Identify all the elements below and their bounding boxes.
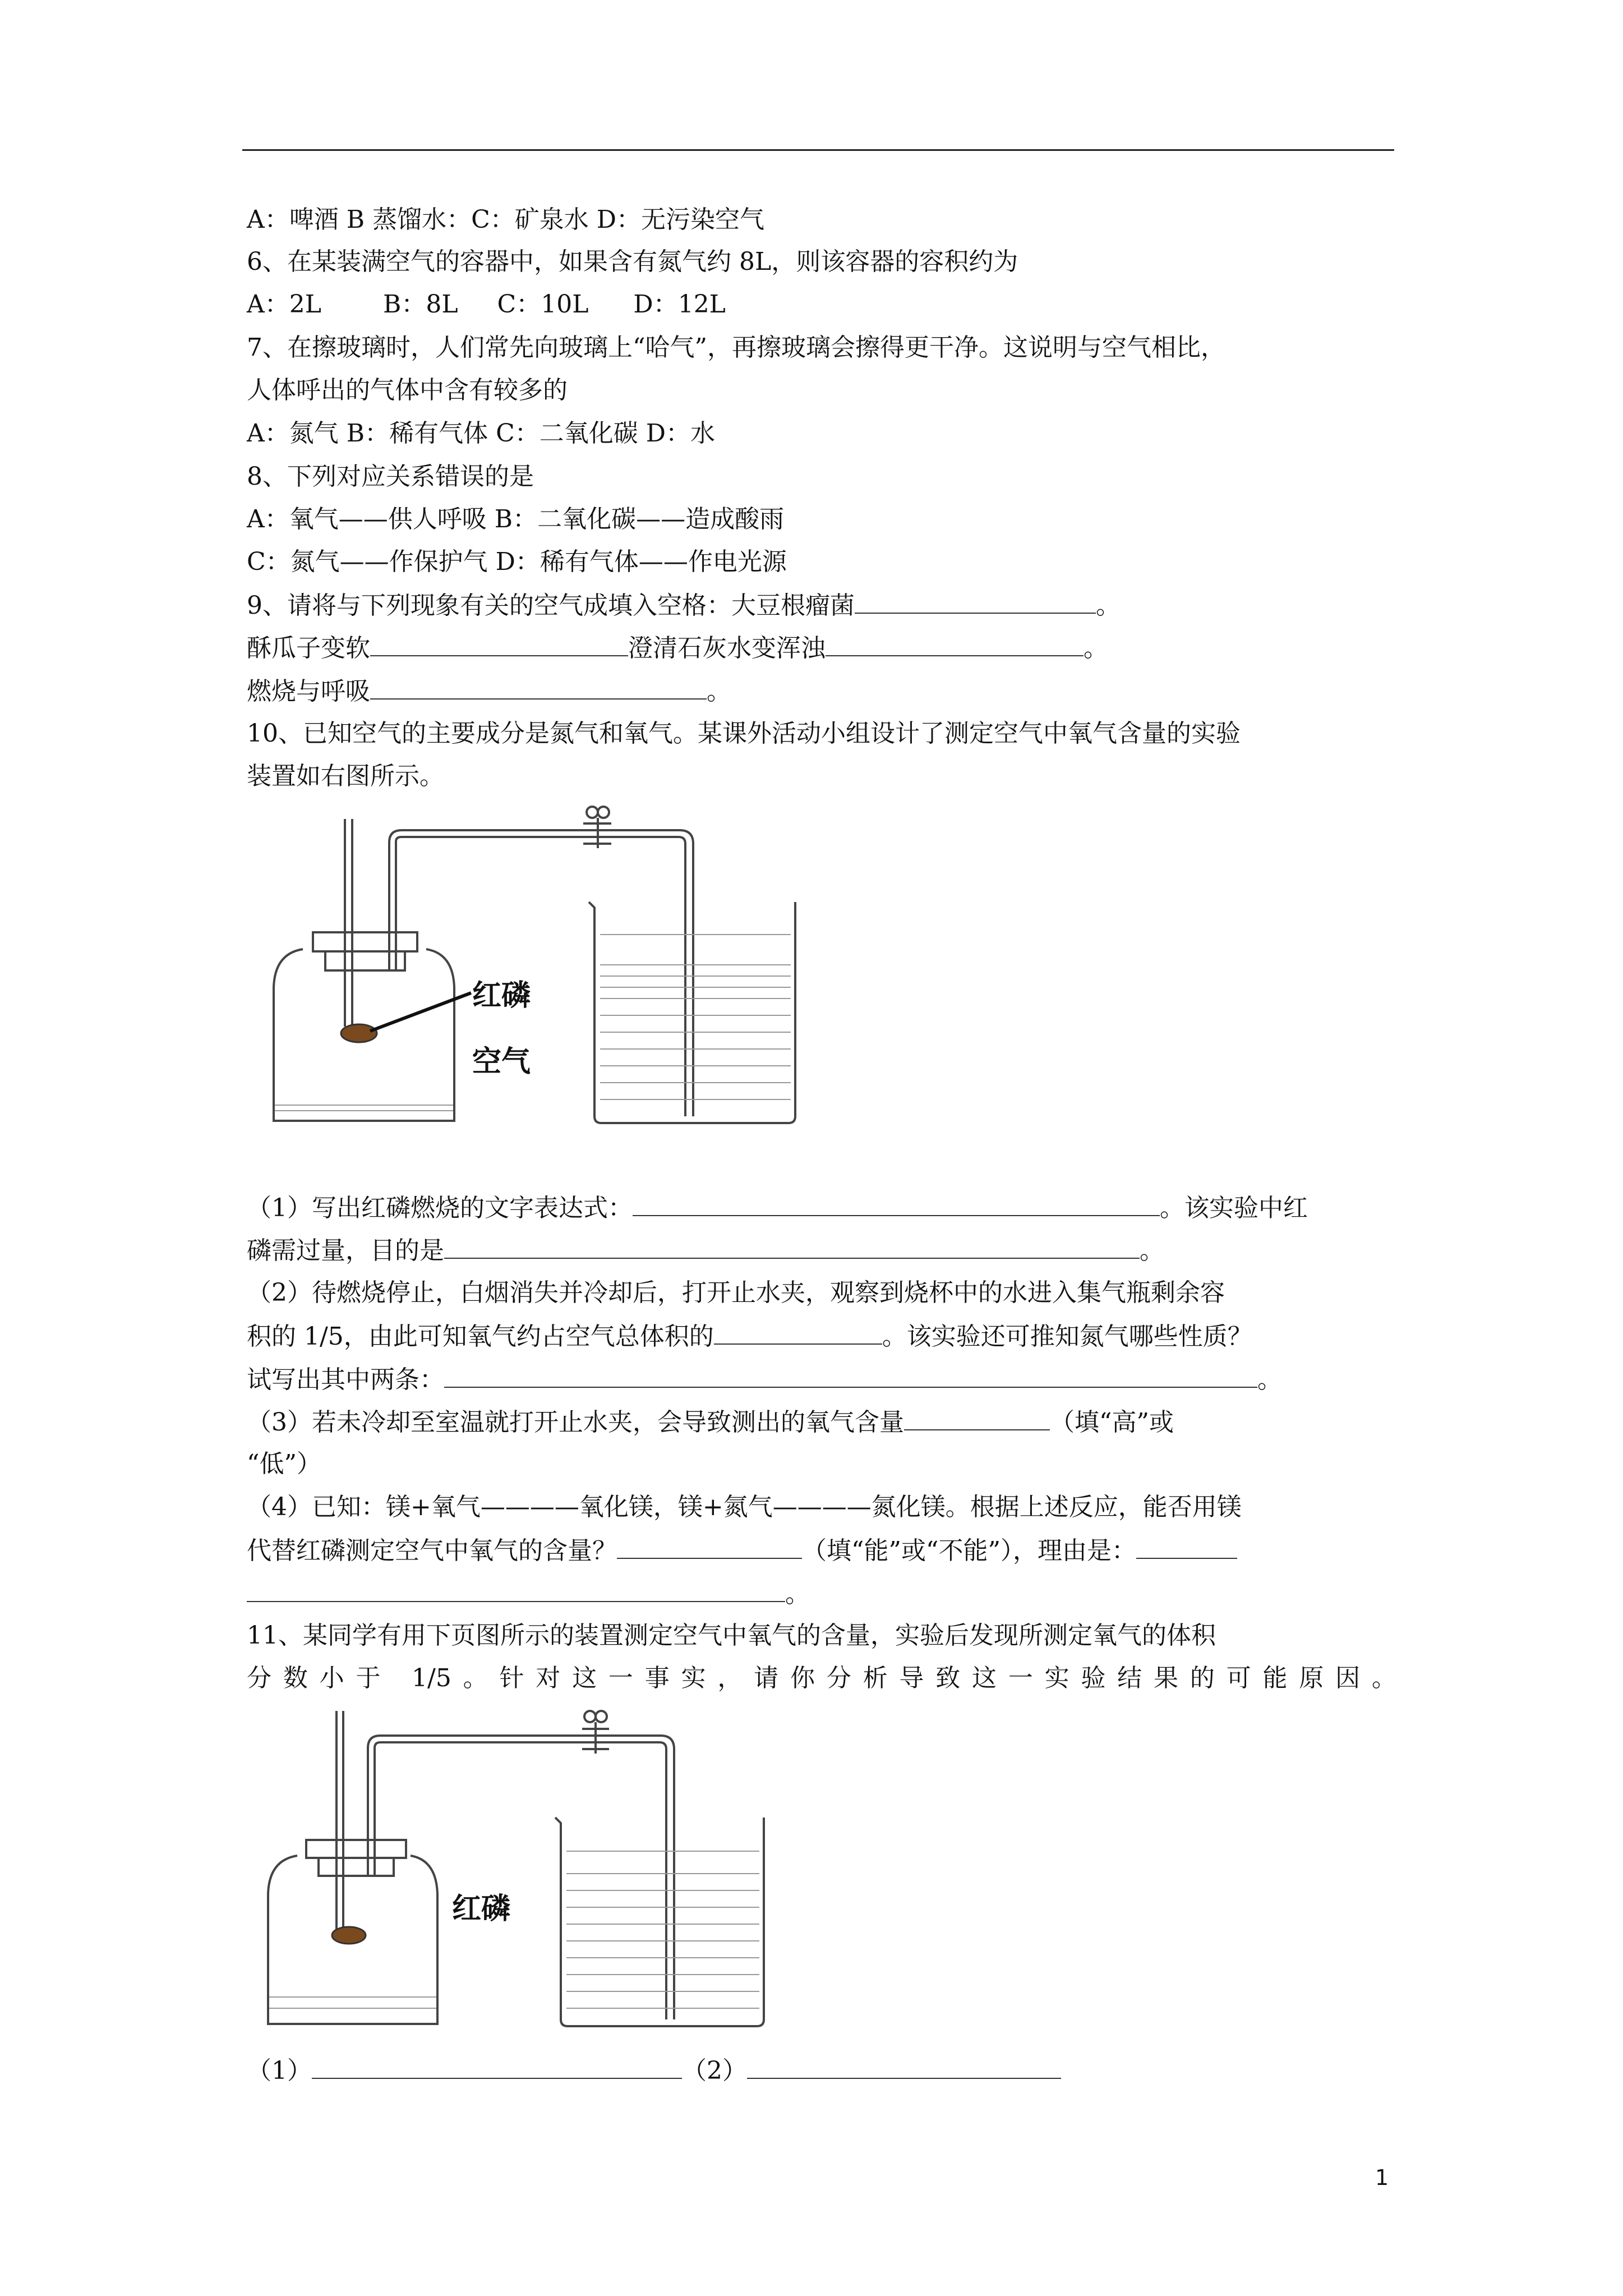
q10-p1-line1 [247,1190,1308,1225]
q10-blank-2[interactable] [444,1233,1140,1259]
red-phosphorus [332,1927,366,1944]
q9-blank-1[interactable] [855,588,1096,614]
q9-item2: 酥瓜子变软 [247,634,370,662]
q11-blank-2[interactable] [747,2053,1061,2079]
q10-p2-d: 试写出其中两条： [247,1365,444,1394]
bottle-neck [319,1858,394,1876]
q10-p2-line2 [247,1319,1252,1354]
q9-item3: 澄清石灰水变浑浊 [628,634,826,662]
q6-stem: 6、在某装满空气的容器中，如果含有氮气约 8L，则该容器的容积约为 [247,247,1018,276]
q10-blank-5[interactable] [904,1405,1050,1430]
glass-tube [375,1742,666,2019]
q11-answers [247,2053,1061,2088]
q10-p4-line3 [247,1576,810,1611]
q9-blank-4[interactable] [370,674,707,700]
q10-p1-c: 磷需过量，目的是 [247,1236,444,1265]
q9-line2 [247,631,1108,665]
q6-option-a: A：2L [247,290,321,319]
q10-p2-b: 积的 1/5，由此可知氧气约占空气总体积的 [247,1322,714,1351]
q10-apparatus-figure [264,802,802,1128]
q10-blank-3[interactable] [714,1319,882,1345]
bottle-stopper [306,1840,406,1858]
q9-end1: 。 [1096,591,1121,620]
q7-stem-line2: 人体呼出的气体中含有较多的 [247,376,568,404]
q10-p2-line1: （2）待燃烧停止，白烟消失并冷却后，打开止水夹，观察到烧杯中的水进入集气瓶剩余容 [247,1278,1225,1307]
q11-apparatus-figure [252,1705,780,2031]
q9-item4: 燃烧与呼吸 [247,677,370,706]
q11-a1-label: （1） [247,2056,312,2085]
q10-blank-1[interactable] [633,1190,1160,1216]
q10-stem-line1: 10、已知空气的主要成分是氮气和氧气。某课外活动小组设计了测定空气中氧气含量的实验 [247,719,1241,748]
q9-line3 [247,674,731,708]
q10-p1-b: 。该实验中红 [1160,1194,1308,1222]
q8-options-line1: A：氧气——供人呼吸 B：二氧化碳——造成酸雨 [247,505,785,533]
q8-stem: 8、下列对应关系错误的是 [247,462,534,491]
q10-p4-line1: （4）已知：镁+氧气————氧化镁，镁+氮气————氮化镁。根据上述反应，能否用镁 [247,1493,1242,1521]
q10-p1-d: 。 [1140,1236,1164,1265]
q10-p2-line3 [247,1362,1282,1397]
q11-stem-line1: 11、某同学有用下页图所示的装置测定空气中氧气的含量，实验后发现所测定氧气的体积 [247,1621,1216,1650]
q10-p1-a: （1）写出红磷燃烧的文字表达式： [247,1194,633,1222]
q7-stem-line1: 7、在擦玻璃时，人们常先向玻璃上“哈气”，再擦玻璃会擦得更干净。这说明与空气相比， [247,333,1225,362]
q10-p3-line2: “低”） [247,1450,321,1478]
q6-option-b: B：8L [383,290,458,319]
q10-p4-d: 。 [785,1580,810,1608]
q6-option-c: C：10L [497,290,589,319]
bottle-stopper [313,932,417,951]
q5-options: A：啤酒 B 蒸馏水：C：矿泉水 D：无污染空气 [247,205,765,234]
q10-p2-c: 。该实验还可推知氮气哪些性质？ [882,1322,1252,1351]
q11-stem-line2: 分数小于 1/5。针对这一事实，请你分析导致这一实验结果的可能原因。 [247,1664,1396,1692]
bottle-neck [325,951,405,970]
label-phosphorus-2: 红磷 [452,1892,511,1926]
beaker [555,1818,764,2026]
q10-blank-4[interactable] [444,1362,1257,1388]
q8-options-line2: C：氮气——作保护气 D：稀有气体——作电光源 [247,547,787,576]
q6-option-d: D：12L [633,290,726,319]
q6-options [247,288,726,321]
q10-p3-a: （3）若未冷却至室温就打开止水夹，会导致测出的氧气含量 [247,1408,904,1437]
q9-line1 [247,588,1121,623]
q10-p3-b: （填“高”或 [1050,1408,1174,1437]
page-number: 1 [1375,2165,1389,2190]
q10-p3-line1 [247,1405,1174,1439]
header-rule [242,149,1394,151]
phosphorus-pointer [370,993,471,1031]
q10-stem-line2: 装置如右图所示。 [247,762,444,790]
q10-p4-line2 [247,1533,1237,1568]
q10-blank-8[interactable] [247,1576,785,1602]
q7-options: A：氮气 B：稀有气体 C：二氧化碳 D：水 [247,419,716,448]
q9-end2: 。 [1083,634,1108,662]
q9-blank-3[interactable] [826,631,1083,656]
red-phosphorus [341,1024,377,1042]
q10-p1-line2 [247,1233,1164,1268]
q10-blank-6[interactable] [617,1533,802,1559]
q9-end3: 。 [707,677,731,706]
label-air: 空气 [472,1045,531,1079]
q10-p2-e: 。 [1257,1365,1282,1394]
q11-blank-1[interactable] [312,2053,682,2079]
q9-stem: 9、请将与下列现象有关的空气成填入空格：大豆根瘤菌 [247,591,855,620]
q10-p4-c: （填“能”或“不能”），理由是： [802,1536,1136,1565]
q10-blank-7[interactable] [1136,1533,1237,1559]
label-phosphorus: 红磷 [472,979,531,1013]
q10-p4-b: 代替红磷测定空气中氧气的含量？ [247,1536,617,1565]
q11-a2-label: （2） [682,2056,747,2085]
q9-blank-2[interactable] [370,631,628,656]
